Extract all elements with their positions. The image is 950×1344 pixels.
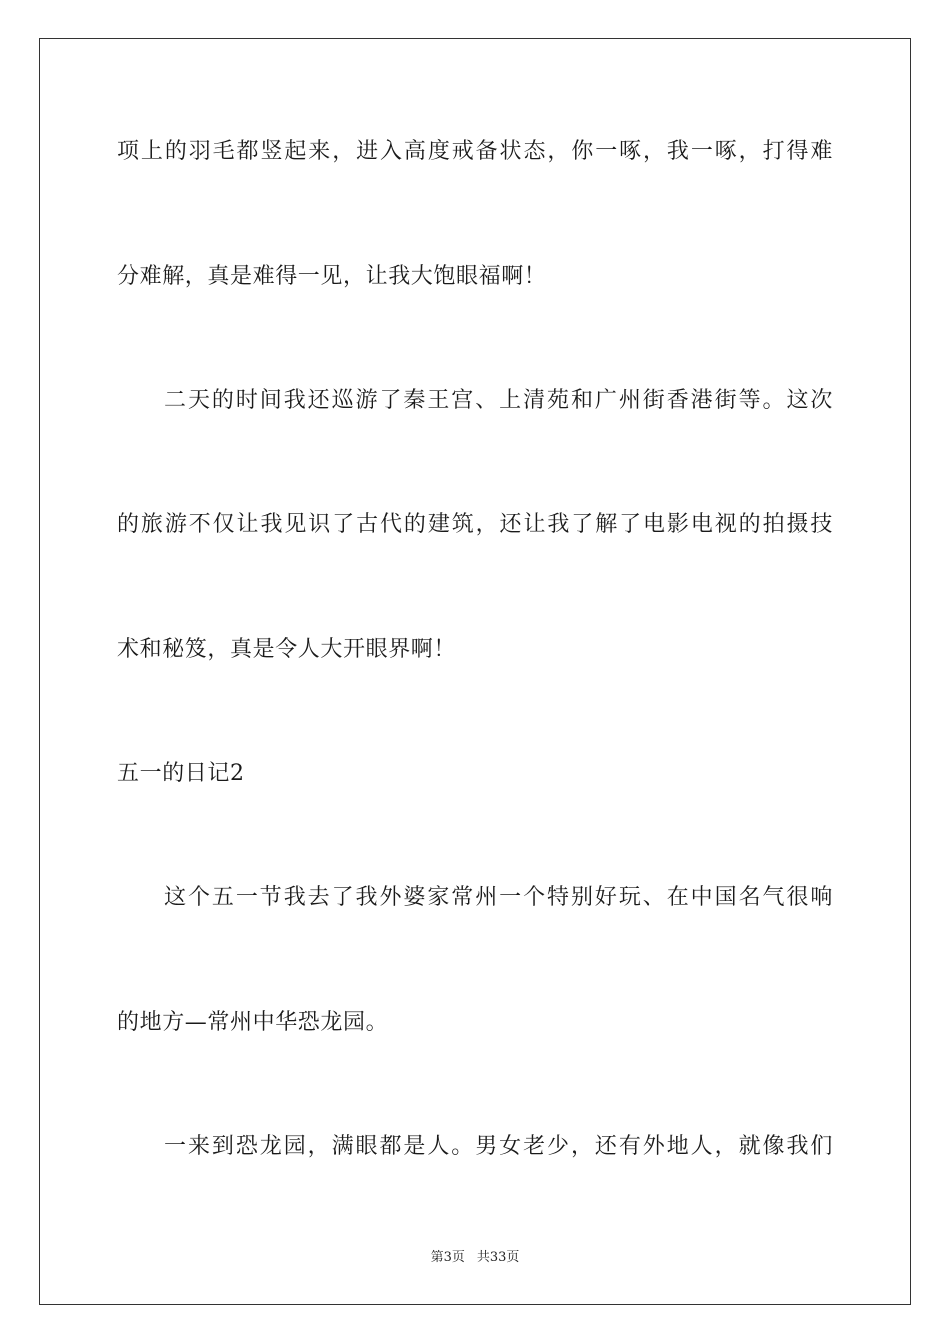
body-line-8: 一来到恐龙园，满眼都是人。男女老少，还有外地人，就像我们 — [164, 1134, 833, 1159]
body-line-4: 的旅游不仅让我见识了古代的建筑，还让我了解了电影电视的拍摄技 — [117, 512, 833, 537]
page-total: 共33页 — [476, 1250, 520, 1265]
body-line-6: 这个五一节我去了我外婆家常州一个特别好玩、在中国名气很响 — [164, 885, 833, 910]
page-footer — [0, 1246, 950, 1265]
body-line-5: 术和秘笈，真是令人大开眼界啊！ — [117, 637, 457, 662]
page-border — [39, 38, 911, 1305]
body-line-7: 的地方—常州中华恐龙园。 — [117, 1010, 389, 1035]
section-heading: 五一的日记2 — [117, 761, 245, 786]
body-line-1: 项上的羽毛都竖起来，进入高度戒备状态，你一啄，我一啄，打得难 — [117, 139, 833, 164]
body-line-2: 分难解，真是难得一见，让我大饱眼福啊！ — [117, 264, 547, 289]
body-line-3: 二天的时间我还巡游了秦王宫、上清苑和广州街香港街等。这次 — [164, 388, 833, 413]
page-number: 第3页 — [430, 1250, 465, 1265]
